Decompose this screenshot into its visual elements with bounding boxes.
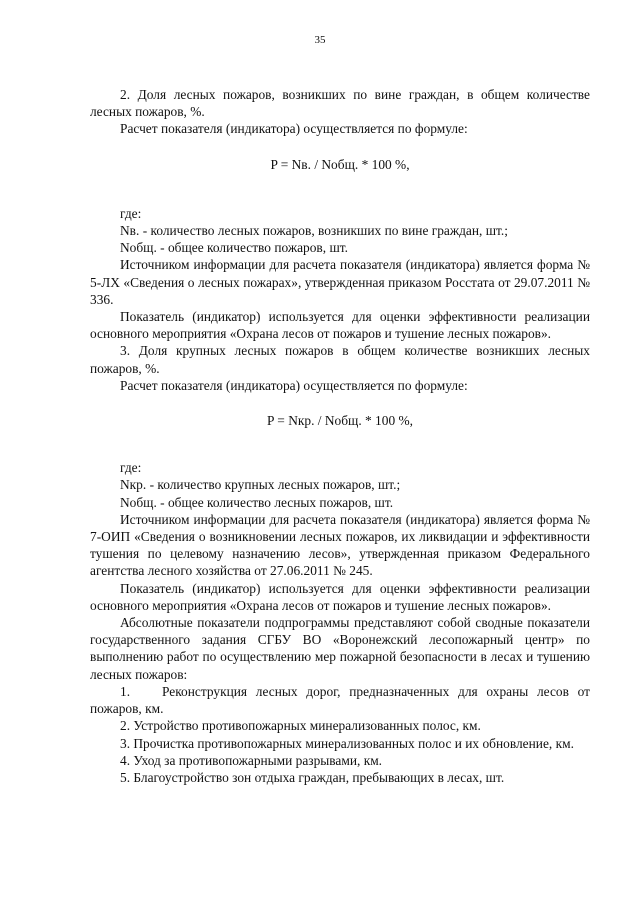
document-body (90, 86, 590, 786)
paragraph-source-5lh: Источником информации для расчета показателя (индикатора) является форма № 5-ЛХ «Сведения о лесных пожарах», утвержденная приказом Росстата от 29.07.2011 № 336. (90, 257, 590, 307)
page-number: 35 (314, 34, 326, 46)
paragraph-indicator-2-title: 2. Доля лесных пожаров, возникших по вине граждан, в общем количестве лесных пожаров, %. (90, 87, 590, 120)
paragraph-absolute-indicators: Абсолютные показатели подпрограммы представляют собой сводные показатели государственного задания СГБУ ВО «Воронежский лесопожарный центр» по выполнению работ по осуществлению мер пожарной безопасности в лесах и тушению лесных пожаров: (90, 615, 590, 682)
paragraph-formula-intro-2: Расчет показателя (индикатора) осуществляется по формуле: (120, 377, 468, 393)
list-item: 4. Уход за противопожарными разрывами, км. (120, 752, 383, 768)
paragraph-definition-nkr: Nкр. - количество крупных лесных пожаров, шт.; (120, 477, 401, 493)
list-item (90, 683, 590, 717)
paragraph-definition-nv: Nв. - количество лесных пожаров, возникших по вине граждан, шт.; (120, 223, 508, 239)
paragraph-source-7oip: Источником информации для расчета показателя (индикатора) является форма № 7-ОИП «Сведения о возникновении лесных пожаров, их ликвидации и эффективности тушения по целевому назначению лесов», утвержденная приказом Федерального агентства лесного хозяйства от 27.06.2011 № 245. (90, 511, 590, 579)
paragraph-where: где: (120, 205, 142, 221)
paragraph-formula-intro: Расчет показателя (индикатора) осуществляется по формуле: (120, 121, 468, 137)
paragraph-where-2: где: (120, 460, 142, 476)
list-item: 2. Устройство противопожарных минерализованных полос, км. (120, 718, 481, 734)
paragraph-usage-1: Показатель (индикатор) используется для оценки эффективности реализации основного мероприятия «Охрана лесов от пожаров и тушение лесных пожаров». (90, 309, 590, 342)
list-item: 3. Прочистка противопожарных минерализованных полос и их обновление, км. (120, 735, 574, 751)
paragraph-definition-ntotal-2: Nобщ. - общее количество лесных пожаров, шт. (120, 494, 394, 510)
paragraph-indicator-3-title: 3. Доля крупных лесных пожаров в общем количестве возникших лесных пожаров, %. (90, 343, 590, 376)
list-item: 5. Благоустройство зон отдыха граждан, пребывающих в лесах, шт. (120, 769, 505, 785)
paragraph-usage-2: Показатель (индикатор) используется для оценки эффективности реализации основного мероприятия «Охрана лесов от пожаров и тушение лесных пожаров». (90, 580, 590, 613)
list-item-number: 1. (120, 683, 131, 699)
formula-citizens-fires: P = Nв. / Nобщ. * 100 %, (270, 156, 410, 172)
formula-large-fires: P = Nкр. / Nобщ. * 100 %, (267, 413, 413, 429)
list-item-text: Реконструкция лесных дорог, предназначенных для охраны лесов от пожаров, км. (90, 683, 590, 717)
paragraph-definition-ntotal: Nобщ. - общее количество пожаров, шт. (120, 240, 348, 256)
